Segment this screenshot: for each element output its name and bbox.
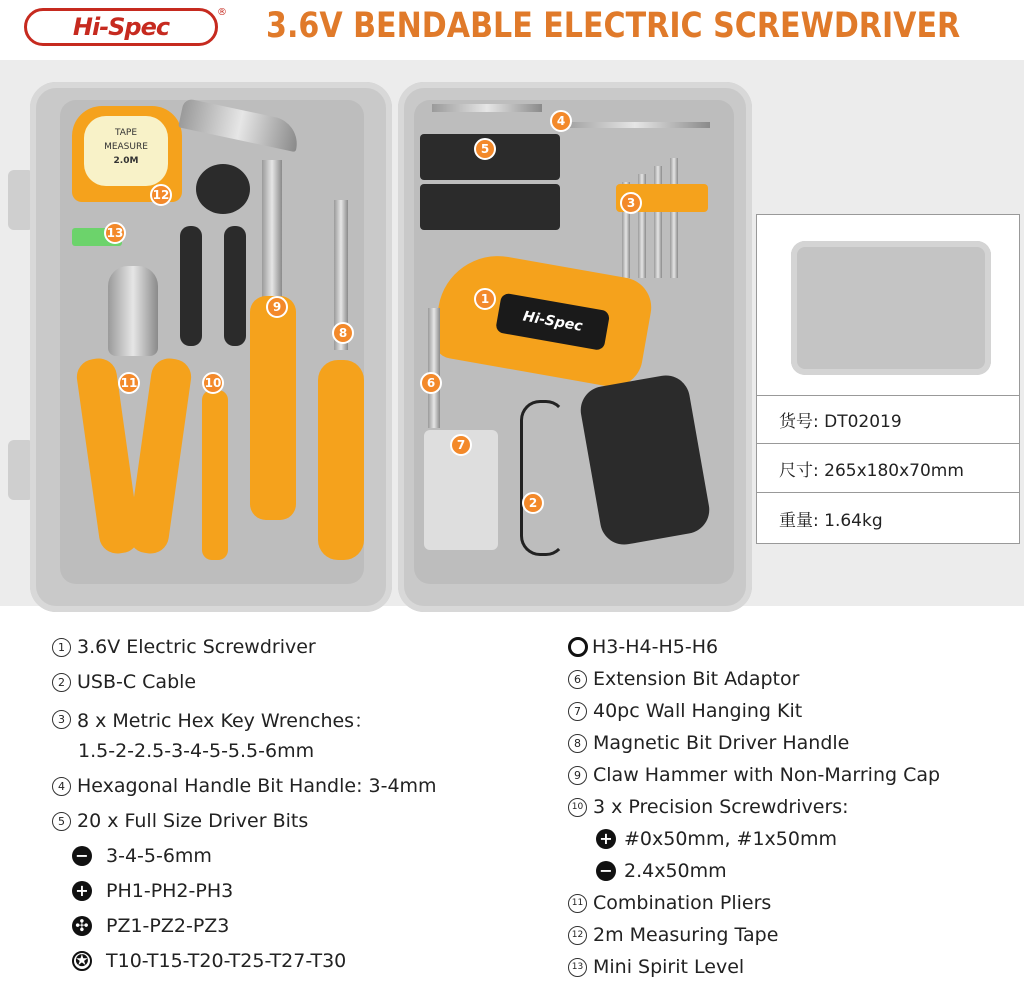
tape-text: TAPE <box>114 128 138 138</box>
list-item <box>52 636 316 658</box>
callout-badge: 9 <box>266 296 288 318</box>
item-text: Magnetic Bit Driver Handle <box>593 732 850 754</box>
list-item <box>568 892 771 914</box>
item-text: PZ1-PZ2-PZ3 <box>106 915 230 937</box>
list-item <box>568 764 940 786</box>
tape-text: MEASURE <box>104 142 148 152</box>
callout-badge: 4 <box>550 110 572 132</box>
callout-badge: 12 <box>150 184 172 206</box>
spec-weight: 重量: 1.64kg <box>779 510 883 531</box>
logo-registered-mark: ® <box>217 7 227 18</box>
list-item <box>568 956 744 978</box>
callout-badge: 13 <box>104 222 126 244</box>
list-item <box>568 700 802 722</box>
item-number: 2 <box>52 673 71 692</box>
bit-holder-bottom <box>420 184 560 230</box>
list-item <box>78 740 314 762</box>
list-item <box>568 796 849 818</box>
item-text: #0x50mm, #1x50mm <box>624 828 837 850</box>
item-number: 5 <box>52 812 71 831</box>
torx-icon: ✪ <box>72 951 92 971</box>
hammer-cap <box>196 164 250 214</box>
pozidriv-icon: ✣ <box>72 916 92 936</box>
phillips-icon: + <box>596 829 616 849</box>
item-text: 3-4-5-6mm <box>106 845 212 867</box>
closed-case-image <box>791 241 991 375</box>
item-number: 7 <box>568 702 587 721</box>
bit-handle <box>432 104 542 112</box>
callout-badge: 7 <box>450 434 472 456</box>
callout-badge: 11 <box>118 372 140 394</box>
sub-item <box>596 860 727 882</box>
item-text: Hexagonal Handle Bit Handle: 3-4mm <box>77 775 437 797</box>
callout-badge: 1 <box>474 288 496 310</box>
sub-item <box>72 845 212 867</box>
case-thumbnail <box>757 215 1019 396</box>
item-text: 1.5-2-2.5-3-4-5-5.5-6mm <box>78 740 315 762</box>
phillips-icon: + <box>72 881 92 901</box>
item-text: 2m Measuring Tape <box>593 924 779 946</box>
driver-brand-label: Hi-Spec <box>495 292 610 350</box>
usb-c-cable <box>520 400 566 556</box>
logo-text: Hi-Spec <box>72 13 170 41</box>
sub-item <box>72 915 229 937</box>
precision-screwdriver <box>224 226 246 346</box>
callout-badge: 10 <box>202 372 224 394</box>
item-text: T10-T15-T20-T25-T27-T30 <box>106 950 347 972</box>
list-item <box>568 732 849 754</box>
item-text: PH1-PH2-PH3 <box>106 880 234 902</box>
hex-icon <box>568 637 588 657</box>
hammer-handle <box>250 296 296 520</box>
drill-bit <box>560 122 710 128</box>
item-text: 3.6V Electric Screwdriver <box>77 636 316 658</box>
list-item <box>52 706 373 733</box>
precision-screwdriver <box>180 226 202 346</box>
item-number: 10 <box>568 798 587 817</box>
sub-item <box>72 950 346 972</box>
slotted-icon: − <box>72 846 92 866</box>
item-text: 2.4x50mm <box>624 860 727 882</box>
item-number: 9 <box>568 766 587 785</box>
item-number: 13 <box>568 958 587 977</box>
slotted-icon: − <box>596 861 616 881</box>
callout-badge: 5 <box>474 138 496 160</box>
extension-adaptor <box>428 308 440 428</box>
sub-item <box>568 636 718 658</box>
spec-model: 货号: DT02019 <box>757 396 1019 444</box>
item-text: Claw Hammer with Non-Marring Cap <box>593 764 941 786</box>
sub-item <box>72 880 233 902</box>
list-item <box>52 810 308 832</box>
page-title: 3.6V BENDABLE ELECTRIC SCREWDRIVER <box>266 6 961 46</box>
callout-badge: 8 <box>332 322 354 344</box>
tape-text: 2.0M <box>113 156 139 166</box>
list-item <box>52 671 196 693</box>
brand-logo <box>24 7 227 46</box>
sub-item <box>596 828 837 850</box>
item-text: Mini Spirit Level <box>593 956 745 978</box>
list-item <box>568 668 799 690</box>
spec-box <box>756 214 1020 544</box>
item-text: H3-H4-H5-H6 <box>592 636 719 658</box>
callout-badge: 6 <box>420 372 442 394</box>
item-number: 12 <box>568 926 587 945</box>
item-text: 3 x Precision Screwdrivers: <box>593 796 849 818</box>
item-number: 6 <box>568 670 587 689</box>
item-text: Extension Bit Adaptor <box>593 668 800 690</box>
item-text: USB-C Cable <box>77 671 197 693</box>
list-item <box>568 924 778 946</box>
callout-badge: 2 <box>522 492 544 514</box>
callout-badge: 3 <box>620 192 642 214</box>
item-number: 1 <box>52 638 71 657</box>
item-number: 3 <box>52 710 71 729</box>
item-number: 8 <box>568 734 587 753</box>
bit-driver-handle <box>318 360 364 560</box>
item-text: 8 x Metric Hex Key Wrenches： <box>77 710 374 732</box>
item-number: 4 <box>52 777 71 796</box>
precision-screwdriver <box>202 390 228 560</box>
item-text: Combination Pliers <box>593 892 772 914</box>
pliers-head <box>108 266 158 356</box>
spec-size: 尺寸: 265x180x70mm <box>757 445 1019 493</box>
item-text: 20 x Full Size Driver Bits <box>77 810 309 832</box>
item-number: 11 <box>568 894 587 913</box>
item-text: 40pc Wall Hanging Kit <box>593 700 803 722</box>
list-item <box>52 775 437 797</box>
tape-measure-face <box>84 116 168 186</box>
